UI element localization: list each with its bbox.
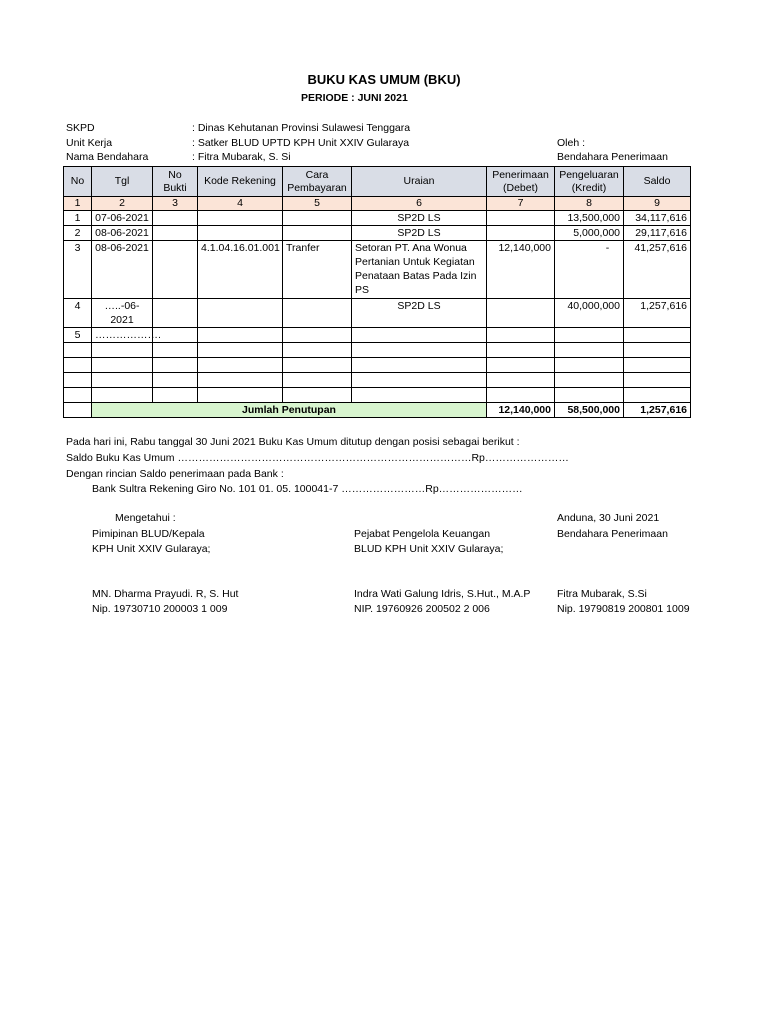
cell-kode [198,328,283,343]
right-signer-title-1: Bendahara Penerimaan [557,528,668,540]
closing-line-4: Bank Sultra Rekening Giro No. 101 01. 05. 100041-7 ……………………Rp…………………… [92,483,523,495]
right-signer-nip: Nip. 19790819 200801 1009 [557,603,690,615]
cell-bukti [153,241,198,299]
col-number: 1 [64,197,92,211]
cell-uraian: SP2D LS [352,211,487,226]
total-row [64,403,691,418]
left-signer-name: MN. Dharma Prayudi. R, S. Hut [92,588,239,600]
header-tgl: Tgl [92,167,153,197]
cell-no: 3 [64,241,92,299]
header-penerimaan: Penerimaan (Debet) [487,167,555,197]
mid-signer-title-2: BLUD KPH Unit XXIV Gularaya; [354,543,504,555]
cell-bukti [153,226,198,241]
col-number: 4 [198,197,283,211]
cell-kode [198,299,283,328]
document-title: BUKU KAS UMUM (BKU) [307,72,461,87]
cell-uraian: SP2D LS [352,226,487,241]
cell-kode [198,211,283,226]
total-label: Jumlah Penutupan [92,403,487,418]
table-row-empty [64,388,691,403]
table-row [64,226,691,241]
cell-cara [283,299,352,328]
cell-saldo: 29,117,616 [624,226,691,241]
cell-cara [283,211,352,226]
header-saldo: Saldo [624,167,691,197]
mid-signer-name: Indra Wati Galung Idris, S.Hut., M.A.P [354,588,531,600]
uraian-line: Penataan Batas Pada Izin PS [355,270,477,296]
cell-cara: Tranfer [283,241,352,299]
cell-kredit: 5,000,000 [555,226,624,241]
table-row [64,211,691,226]
right-signer-name: Fitra Mubarak, S.Si [557,588,647,600]
table-row [64,299,691,328]
cell-tgl: ………………. [92,328,153,343]
unit-kerja-label: Unit Kerja [66,137,113,149]
cell-no: 2 [64,226,92,241]
col-number: 5 [283,197,352,211]
col-number: 2 [92,197,153,211]
left-signer-title-2: KPH Unit XXIV Gularaya; [92,543,211,555]
total-debet: 12,140,000 [487,403,555,418]
cell-debet [487,226,555,241]
closing-line-3: Dengan rincian Saldo penerimaan pada Bank : [66,468,284,480]
cell-debet [487,211,555,226]
cell-kode: 4.1.04.16.01.001 [198,241,283,299]
col-number: 3 [153,197,198,211]
header-uraian: Uraian [352,167,487,197]
cell-kredit: - [555,241,624,299]
cell-saldo: 1,257,616 [624,299,691,328]
col-number: 8 [555,197,624,211]
cell-no: 1 [64,211,92,226]
oleh-label: Oleh : [557,137,586,149]
skpd-label: SKPD [66,122,95,134]
cell-saldo: 41,257,616 [624,241,691,299]
cell-kredit [555,328,624,343]
cell-tgl: 07-06-2021 [92,211,153,226]
cell-debet [487,299,555,328]
cell-uraian [352,241,487,299]
left-signer-nip: Nip. 19730710 200003 1 009 [92,603,228,615]
uraian-line: Setoran PT. Ana Wonua [355,242,467,254]
table-row-empty [64,343,691,358]
cell-bukti [153,211,198,226]
nama-bendahara-value: : Fitra Mubarak, S. Si [192,151,291,163]
cell-saldo: 34,117,616 [624,211,691,226]
cell-bukti [153,299,198,328]
cell-no: 4 [64,299,92,328]
cell-tgl: 08-06-2021 [92,226,153,241]
cell-saldo [624,328,691,343]
bku-table [63,166,691,418]
table-row [64,241,691,299]
skpd-value: : Dinas Kehutanan Provinsi Sulawesi Tenggara [192,122,411,134]
header-cara-pembayaran: Cara Pembayaran [283,167,352,197]
cell-kredit: 40,000,000 [555,299,624,328]
left-signer-title-1: Pimipinan BLUD/Kepala [92,528,205,540]
periode-label: PERIODE : JUNI 2021 [301,92,408,104]
nama-bendahara-label: Nama Bendahara [66,151,149,163]
cell-kode [198,226,283,241]
unit-kerja-value: : Satker BLUD UPTD KPH Unit XXIV Gularaya [192,137,410,149]
col-number: 9 [624,197,691,211]
cell-debet [487,328,555,343]
header-no-bukti: No Bukti [153,167,198,197]
table-row-empty [64,373,691,388]
col-number: 6 [352,197,487,211]
cell-debet: 12,140,000 [487,241,555,299]
column-number-row [64,197,691,211]
cell-cara [283,226,352,241]
col-number: 7 [487,197,555,211]
oleh-value: Bendahara Penerimaan [557,151,668,163]
closing-line-1: Pada hari ini, Rabu tanggal 30 Juni 2021 Buku Kas Umum ditutup dengan posisi sebagai berikut : [66,436,520,448]
closing-line-2: Saldo Buku Kas Umum …………………………………………………………………………Rp…………………… [66,452,569,464]
cell-uraian: SP2D LS [352,299,487,328]
total-kredit: 58,500,000 [555,403,624,418]
table-row [64,328,691,343]
cell-uraian [352,328,487,343]
header-no: No [64,167,92,197]
mengetahui-label: Mengetahui : [115,512,176,524]
uraian-line: Pertanian Untuk Kegiatan [355,256,475,268]
place-date: Anduna, 30 Juni 2021 [557,512,660,524]
cell-tgl: …..-06-2021 [92,299,153,328]
cell-kredit: 13,500,000 [555,211,624,226]
mid-signer-nip: NIP. 19760926 200502 2 006 [354,603,490,615]
table-row-empty [64,358,691,373]
cell-no: 5 [64,328,92,343]
mid-signer-title-1: Pejabat Pengelola Keuangan [354,528,491,540]
cell-cara [283,328,352,343]
header-kode-rekening: Kode Rekening [198,167,283,197]
table-header-row [64,167,691,197]
total-saldo: 1,257,616 [624,403,691,418]
cell-tgl: 08-06-2021 [92,241,153,299]
header-pengeluaran: Pengeluaran (Kredit) [555,167,624,197]
